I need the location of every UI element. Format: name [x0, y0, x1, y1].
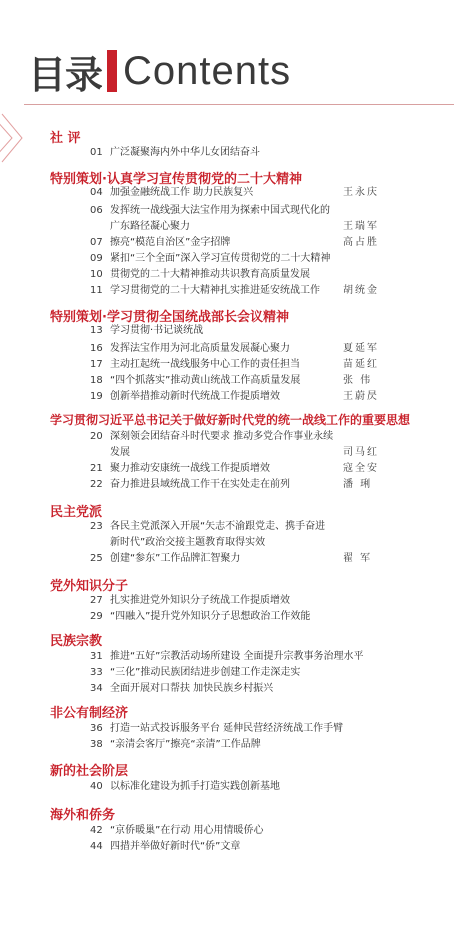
list-item-continuation	[110, 536, 265, 550]
page-number: 20	[90, 431, 103, 442]
section-heading: 社 评	[50, 131, 81, 146]
article-author: 王永庆	[343, 187, 379, 198]
article-title: 深刻领会团结奋斗时代要求 推动多党合作事业永续	[110, 431, 334, 442]
article-title: 四措并举做好新时代“侨”文章	[110, 841, 241, 852]
section-heading: 党外知识分子	[50, 579, 129, 594]
article-title: 擦亮“模范自治区”金字招牌	[110, 237, 231, 248]
article-title: 加强金融统战工作 助力民族复兴	[110, 187, 254, 198]
article-title: 新时代”政治交接主题教育取得实效	[110, 537, 266, 548]
page-number: 36	[90, 723, 103, 734]
article-title: “四融入”提升党外知识分子思想政治工作效能	[110, 611, 311, 622]
page-number: 33	[90, 667, 103, 678]
page-number: 11	[90, 285, 103, 296]
section-heading: 海外和侨务	[50, 808, 116, 823]
page-number: 22	[90, 479, 103, 490]
article-title: 广东路径凝心聚力	[110, 221, 190, 232]
article-title: 贯彻党的二十大精神推动共识教育高质量发展	[110, 269, 310, 280]
article-author: 苗延红	[343, 359, 379, 370]
page-number: 09	[90, 253, 103, 264]
article-author: 夏延军	[343, 343, 379, 354]
page-number: 42	[90, 825, 103, 836]
article-title: 紧扣“三个全面”深入学习宣传贯彻党的二十大精神	[110, 253, 331, 264]
article-title: 广泛凝聚海内外中华儿女团结奋斗	[110, 147, 260, 158]
article-author: 胡统金	[343, 285, 379, 296]
page-number: 21	[90, 463, 103, 474]
page-number: 01	[90, 147, 103, 158]
article-title: “四个抓落实”推动黄山统战工作高质量发展	[110, 375, 301, 386]
title-divider-bar	[107, 50, 117, 92]
page-number: 29	[90, 611, 103, 622]
section-heading: 民族宗教	[50, 634, 103, 649]
article-title: “三化”推动民族团结进步创建工作走深走实	[110, 667, 301, 678]
article-title: 学习贯彻党的二十大精神扎实推进延安统战工作	[110, 285, 320, 296]
header-rule	[24, 104, 454, 105]
article-title: 扎实推进党外知识分子统战工作提质增效	[110, 595, 290, 606]
page-number: 13	[90, 325, 103, 336]
page-number: 38	[90, 739, 103, 750]
page-number: 25	[90, 553, 103, 564]
section-heading: 特别策划·认真学习宣传贯彻党的二十大精神	[50, 172, 302, 187]
article-title: 打造一站式投诉服务平台 延伸民营经济统战工作手臂	[110, 723, 344, 734]
article-author: 司马红	[343, 447, 379, 458]
article-title: “亲清会客厅”擦亮“亲清”工作品牌	[110, 739, 261, 750]
page-number: 10	[90, 269, 103, 280]
section-heading: 特别策划·学习贯彻全国统战部长会议精神	[50, 310, 289, 325]
list-item-continuation	[110, 446, 379, 460]
article-title: 创建“参东”工作品牌汇智聚力	[110, 553, 241, 564]
section-heading: 民主党派	[50, 505, 103, 520]
page-number: 23	[90, 521, 103, 532]
section-heading: 新的社会阶层	[50, 764, 129, 779]
decorative-chevron-icon	[0, 108, 30, 168]
article-title: 创新举措推动新时代统战工作提质增效	[110, 391, 280, 402]
article-title: 发展	[110, 447, 130, 458]
section-heading: 学习贯彻习近平总书记关于做好新时代党的统一战线工作的重要思想	[50, 413, 411, 427]
page-number: 31	[90, 651, 103, 662]
article-title: 发挥法宝作用为河北高质量发展凝心聚力	[110, 343, 290, 354]
article-title: 发挥统一战线强大法宝作用为探索中国式现代化的	[110, 205, 330, 216]
article-author: 潘 琍	[343, 479, 373, 490]
article-author: 高占胜	[343, 237, 379, 248]
article-title: 全面开展对口帮扶 加快民族乡村振兴	[110, 683, 274, 694]
page-number: 40	[90, 781, 103, 792]
page-number: 04	[90, 187, 103, 198]
page-number: 27	[90, 595, 103, 606]
section-heading: 非公有制经济	[50, 706, 129, 721]
article-author: 翟 军	[343, 553, 373, 564]
list-item-continuation	[110, 220, 379, 234]
page-number: 07	[90, 237, 103, 248]
page-title	[28, 42, 291, 100]
article-title: 推进“五好”宗教活动场所建设 全面提升宗教事务治理水平	[110, 651, 364, 662]
article-author: 王瑞军	[343, 221, 379, 232]
page-number: 19	[90, 391, 103, 402]
page-number: 44	[90, 841, 103, 852]
page-number: 18	[90, 375, 103, 386]
page-number: 06	[90, 205, 103, 216]
article-title: 以标准化建设为抓手打造实践创新基地	[110, 781, 280, 792]
article-title: 奋力推进县域统战工作干在实处走在前列	[110, 479, 290, 490]
article-title: 主动扛起统一战线服务中心工作的责任担当	[110, 359, 300, 370]
title-english: Contents	[123, 48, 292, 93]
article-title: 聚力推动安康统一战线工作提质增效	[110, 463, 270, 474]
page-number: 34	[90, 683, 103, 694]
page-number: 17	[90, 359, 103, 370]
article-title: 各民主党派深入开展“矢志不渝跟党走、携手奋进	[110, 521, 326, 532]
title-chinese: 目录	[28, 52, 103, 97]
page-number: 16	[90, 343, 103, 354]
article-title: “京侨暖巢”在行动 用心用情暖侨心	[110, 825, 264, 836]
article-author: 寇全安	[343, 463, 379, 474]
article-title: 学习贯彻·书记谈统战	[110, 325, 204, 336]
article-author: 张 伟	[343, 375, 373, 386]
article-author: 王蔚昃	[343, 391, 379, 402]
